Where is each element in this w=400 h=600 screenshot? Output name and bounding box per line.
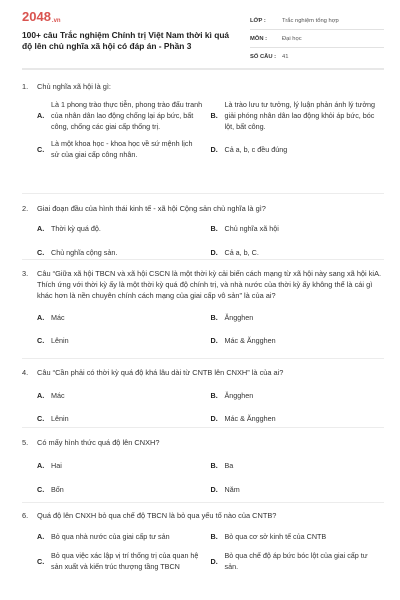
option-key: A. <box>37 111 45 120</box>
meta-value: Trắc nghiệm tổng hợp <box>282 17 339 24</box>
question-stem <box>22 81 384 92</box>
option-key: D. <box>210 414 218 423</box>
option-d[interactable] <box>211 484 385 495</box>
option-key: B. <box>210 461 218 470</box>
option-text: Hai <box>51 461 62 470</box>
option-text: Là 1 phong trào thực tiễn, phong trào đấu tranh của nhân dân lao động chống lại áp bức, bất công, chống các giai cấp thống trị. <box>51 100 203 131</box>
meta-row-class <box>250 12 384 30</box>
option-key: A. <box>37 313 45 322</box>
option-text: Ăngghen <box>224 313 254 322</box>
question-number: 1. <box>22 82 29 91</box>
options-row <box>37 99 384 132</box>
option-key: B. <box>210 313 218 322</box>
option-key: C. <box>37 144 45 154</box>
meta-key: MÔN : <box>250 35 268 42</box>
option-text: Bỏ qua chế độ áp bức bóc lột của giai cấp tư sản. <box>224 551 368 571</box>
option-key: D. <box>210 144 218 154</box>
question-text: Giai đoạn đầu của hình thái kinh tế - xã hội Cộng sản chủ nghĩa là gì? <box>37 204 266 213</box>
option-text: Năm <box>224 485 240 494</box>
option-c[interactable] <box>37 550 211 572</box>
question-stem <box>22 510 384 521</box>
meta-table <box>250 12 384 65</box>
option-text: Thời kỳ quá độ. <box>51 224 101 233</box>
option-text: Cả a, b, c đều đúng <box>224 144 288 154</box>
options <box>37 390 384 424</box>
option-key: D. <box>210 248 218 257</box>
option-key: C. <box>37 248 45 257</box>
option-a[interactable] <box>37 99 211 132</box>
options-row <box>37 413 384 424</box>
option-a[interactable] <box>37 312 211 323</box>
question-divider <box>22 427 384 428</box>
option-b[interactable] <box>211 223 385 234</box>
option-text: Mác & Ăngghen <box>224 414 276 423</box>
options-row <box>37 312 384 323</box>
options-row <box>37 460 384 471</box>
option-text: Bốn <box>51 485 64 494</box>
option-key: A. <box>37 224 45 233</box>
options-row <box>37 138 384 160</box>
question-text: Có mấy hình thức quá độ lên CNXH? <box>37 438 160 447</box>
option-c[interactable] <box>37 484 211 495</box>
question-text: Câu “Giữa xã hội TBCN và xã hội CSCN là một thời kỳ cải biến cách mạng từ xã hội này sang xã hội kiA. Thích ứng với thời kỳ ấy là một thời kỳ quá độ chính trị, và nhà nước của thời kỳ ấy không thể là cái gì khác hơn là nền chuyên chính cách mạng của giai cấp vô sản” là của ai? <box>37 269 382 300</box>
question-number: 4. <box>22 368 29 377</box>
header-divider <box>22 68 384 70</box>
option-key: B. <box>210 224 218 233</box>
option-text: Ăngghen <box>224 391 254 400</box>
question-number: 3. <box>22 269 29 278</box>
option-key: B. <box>210 111 218 120</box>
question-5 <box>22 437 384 495</box>
option-d[interactable] <box>211 550 385 572</box>
question-6 <box>22 510 384 572</box>
meta-value: 41 <box>282 53 289 60</box>
option-c[interactable] <box>37 247 211 258</box>
options-row <box>37 390 384 401</box>
option-d[interactable] <box>211 413 385 424</box>
option-text: Bỏ qua cơ sở kinh tế của CNTB <box>224 532 327 541</box>
option-key: C. <box>37 414 45 423</box>
question-4 <box>22 367 384 424</box>
option-text: Mác & Ăngghen <box>224 336 276 345</box>
option-text: Là một khoa học - khoa học về sứ mệnh lịch sử của giai cấp công nhân. <box>51 139 193 159</box>
options-row <box>37 550 384 572</box>
option-a[interactable] <box>37 223 211 234</box>
document-header <box>0 0 400 68</box>
site-logo[interactable] <box>22 9 61 24</box>
question-divider <box>22 358 384 359</box>
question-text: Quá độ lên CNXH bỏ qua chế độ TBCN là bỏ qua yếu tố nào của CNTB? <box>37 511 277 520</box>
question-number: 2. <box>22 204 29 213</box>
option-text: Là trào lưu tư tưởng, lý luận phản ánh lý tưởng giải phóng nhân dân lao động khỏi áp bức, bóc lột, bất công. <box>224 100 376 131</box>
option-b[interactable] <box>211 460 385 471</box>
question-stem <box>22 367 384 378</box>
option-key: D. <box>210 556 218 566</box>
meta-row-subject <box>250 30 384 48</box>
option-text: Bỏ qua việc xác lập vị trí thống trị của quan hệ sản xuất và kiến trúc thượng tầng TBCN <box>51 551 199 571</box>
option-key: A. <box>37 461 45 470</box>
option-key: A. <box>37 391 45 400</box>
question-divider <box>22 502 384 503</box>
question-2 <box>22 203 384 258</box>
option-text: Lênin <box>51 336 69 345</box>
option-text: Chủ nghĩa xã hội <box>224 224 279 233</box>
option-text: Bỏ qua nhà nước của giai cấp tư sản <box>51 532 170 541</box>
option-key: B. <box>210 391 218 400</box>
question-stem <box>22 268 384 301</box>
option-a[interactable] <box>37 460 211 471</box>
question-number: 6. <box>22 511 29 520</box>
option-key: D. <box>210 336 218 345</box>
question-3 <box>22 268 384 346</box>
option-c[interactable] <box>37 138 211 160</box>
option-key: D. <box>210 485 218 494</box>
meta-row-count <box>250 48 384 65</box>
logo-text: 2048 <box>22 9 51 24</box>
option-text: Mác <box>51 313 65 322</box>
option-text: Cả a, b, C. <box>224 248 259 257</box>
question-number: 5. <box>22 438 29 447</box>
option-b[interactable] <box>211 99 385 132</box>
document-title: 100+ câu Trắc nghiệm Chính trị Việt Nam thời kì quá độ lên chủ nghĩa xã hội có đáp án - Phần 3 <box>22 30 230 51</box>
option-d[interactable] <box>211 247 385 258</box>
option-a[interactable] <box>37 531 211 542</box>
question-text: Chủ nghĩa xã hội là gì: <box>37 82 111 91</box>
question-divider <box>22 193 384 194</box>
option-b[interactable] <box>211 390 385 401</box>
options-row <box>37 335 384 346</box>
option-b[interactable] <box>211 531 385 542</box>
question-stem <box>22 437 384 448</box>
option-c[interactable] <box>37 335 211 346</box>
options-row <box>37 531 384 542</box>
question-stem <box>22 203 384 214</box>
option-text: Chủ nghĩa cộng sản. <box>51 248 118 257</box>
options-row <box>37 247 384 258</box>
meta-key: LỚP : <box>250 17 266 24</box>
option-d[interactable] <box>211 138 385 160</box>
option-a[interactable] <box>37 390 211 401</box>
options-row <box>37 484 384 495</box>
question-divider <box>22 259 384 260</box>
meta-key: SỐ CÂU : <box>250 53 277 60</box>
option-d[interactable] <box>211 335 385 346</box>
options <box>37 460 384 495</box>
options <box>37 99 384 160</box>
option-key: B. <box>210 532 218 541</box>
option-key: C. <box>37 336 45 345</box>
question-1 <box>22 81 384 160</box>
option-c[interactable] <box>37 413 211 424</box>
option-b[interactable] <box>211 312 385 323</box>
question-text: Câu “Cần phải có thời kỳ quá độ khá lâu dài từ CNTB lên CNXH” là của ai? <box>37 368 284 377</box>
option-text: Ba <box>224 461 234 470</box>
options-row <box>37 223 384 234</box>
option-text: Lênin <box>51 414 69 423</box>
option-key: C. <box>37 556 45 566</box>
options <box>37 531 384 572</box>
option-key: C. <box>37 485 45 494</box>
options <box>37 312 384 346</box>
option-key: A. <box>37 532 45 541</box>
meta-value: Đại học <box>282 35 302 42</box>
options <box>37 223 384 258</box>
option-text: Mác <box>51 391 65 400</box>
logo-suffix: .vn <box>51 18 61 24</box>
